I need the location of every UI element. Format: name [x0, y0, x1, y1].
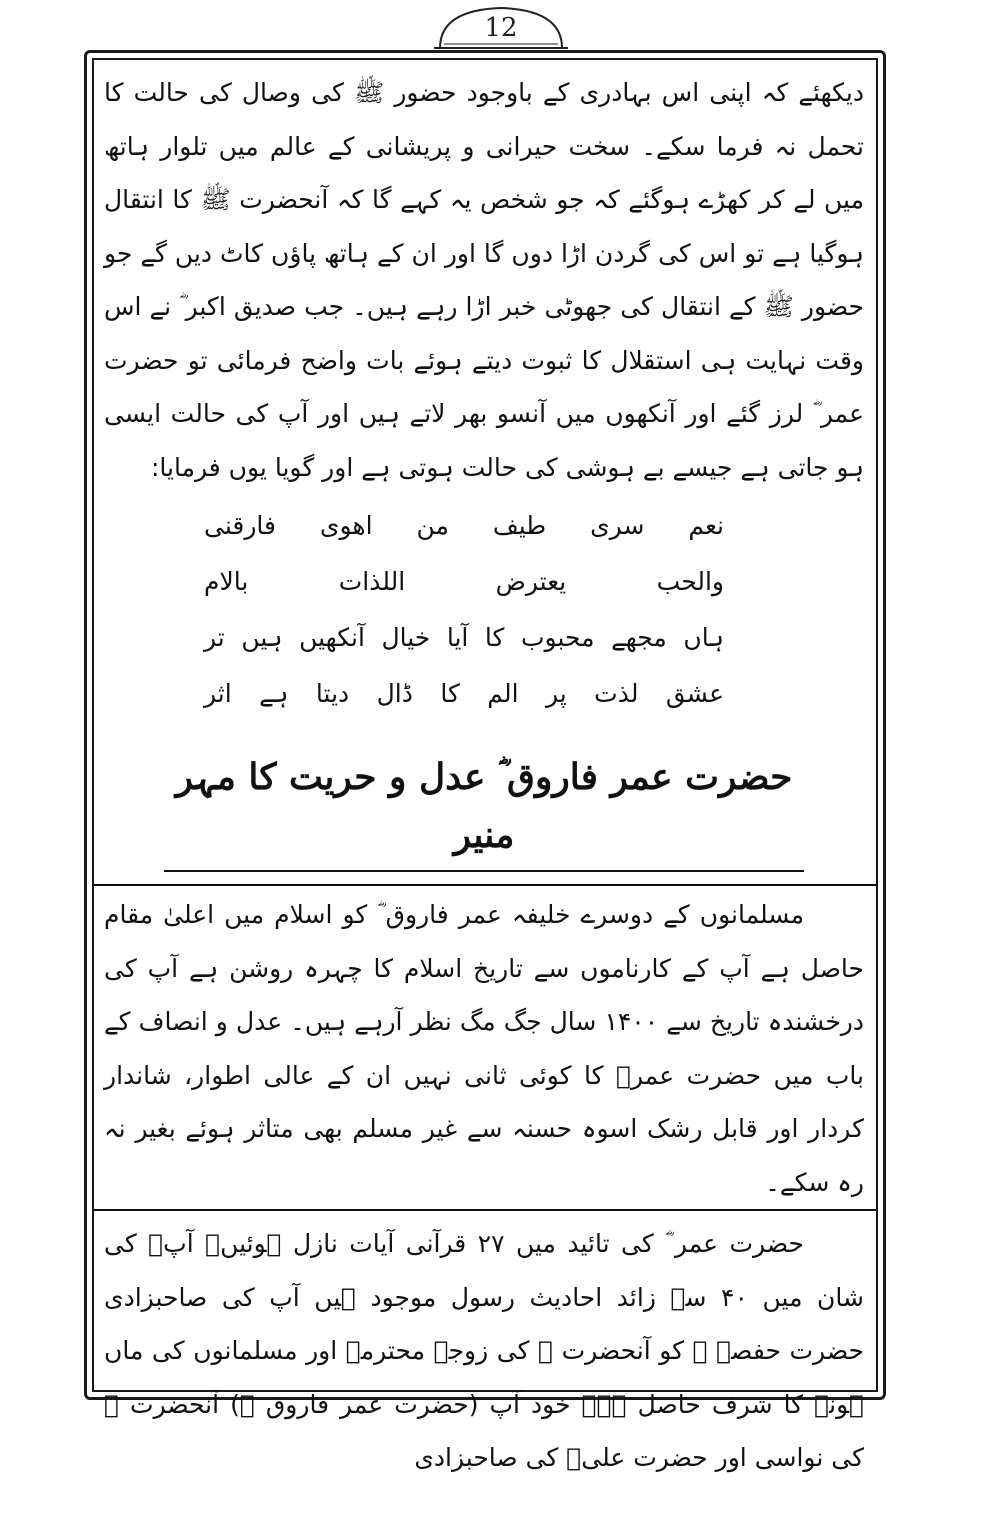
page-number: 12	[484, 13, 518, 43]
page-content	[104, 66, 864, 1485]
page-number-ornament	[430, 2, 572, 52]
verse-block	[204, 498, 764, 722]
body-paragraph: دیکھئے کہ اپنی اس بہادری کے باوجود حضور ﷺ کی وصال کی حالت کا تحمل نہ فرما سکے۔ سخت حیرانی و پریشانی کے عالم میں تلوار ہاتھ میں لے کر کھڑے ہوگئے کہ جو شخص یہ کہے گا کہ آنحضرت ﷺ کا انتقال ہوگیا ہے تو اس کی گردن اڑا دوں گا اور ان کے ہاتھ پاؤں کاٹ دیں گے جو حضور ﷺ کے انتقال کی جھوٹی خبر اڑا رہے ہیں۔ جب صدیق اکبر ؓ نے اس وقت نہایت ہی استقلال کا ثبوت دیتے ہوئے بات واضح فرمائی تو حضرت عمر ؓ لرز گئے اور آنکھوں میں آنسو بھر لاتے ہیں اور آپ کی حالت ایسی ہو جاتی ہے جیسے بے ہوشی کی حالت ہوتی ہے اور گویا یوں فرمایا:	[104, 78, 864, 482]
verse-line: والحب یعترض اللذات بالام	[204, 567, 724, 596]
verse-line: عشق لذت پر الم کا ڈال دیتا ہے اثر	[204, 679, 724, 708]
verse-line: نعم سری طیف من اھوی فارقنی	[204, 511, 724, 540]
verse-line: ہاں مجھے محبوب کا آیا خیال آنکھیں ہیں تر	[204, 623, 724, 652]
body-paragraph: مسلمانوں کے دوسرے خلیفہ عمر فاروق ؓ کو اسلام میں اعلیٰ مقام حاصل ہے آپ کے کارناموں سے تاریخ اسلام کا چہرہ روشن ہے آپ کی درخشندہ تاریخ سے ۱۴۰۰ سال جگ مگ نظر آرہے ہیں۔ عدل و انصاف کے باب میں حضرت عمرؓ کا کوئی ثانی نہیں ان کے عالی اطوار، شاندار کردار اور قابل رشک اسوہ حسنہ سے غیر مسلم بھی متاثر ہوئے بغیر نہ رہ سکے۔	[104, 900, 864, 1197]
section-box	[92, 884, 876, 1211]
body-paragraph: حضرت عمر ؓ کی تائید میں ۲۷ قرآنی آیات نازل ہوئیں۔ آپؓ کی شان میں ۴۰ سے زائد احادیث رسول موجود ہیں آپ کی صاحبزادی حضرت حفصہ ؓ کو آنحضرت ﷺ کی زوجہ محترمہ اور مسلمانوں کی ماں ہونے کا شرف حاصل ہے۔ خود آپ (حضرت عمر فاروق ؓ) آنحضرت ﷺ کی نواسی اور حضرت علیؓ کی صاحبزادی	[104, 1229, 864, 1472]
section-heading: حضرت عمر فاروق ؓ عدل و حریت کا مہر منیر	[164, 748, 804, 872]
